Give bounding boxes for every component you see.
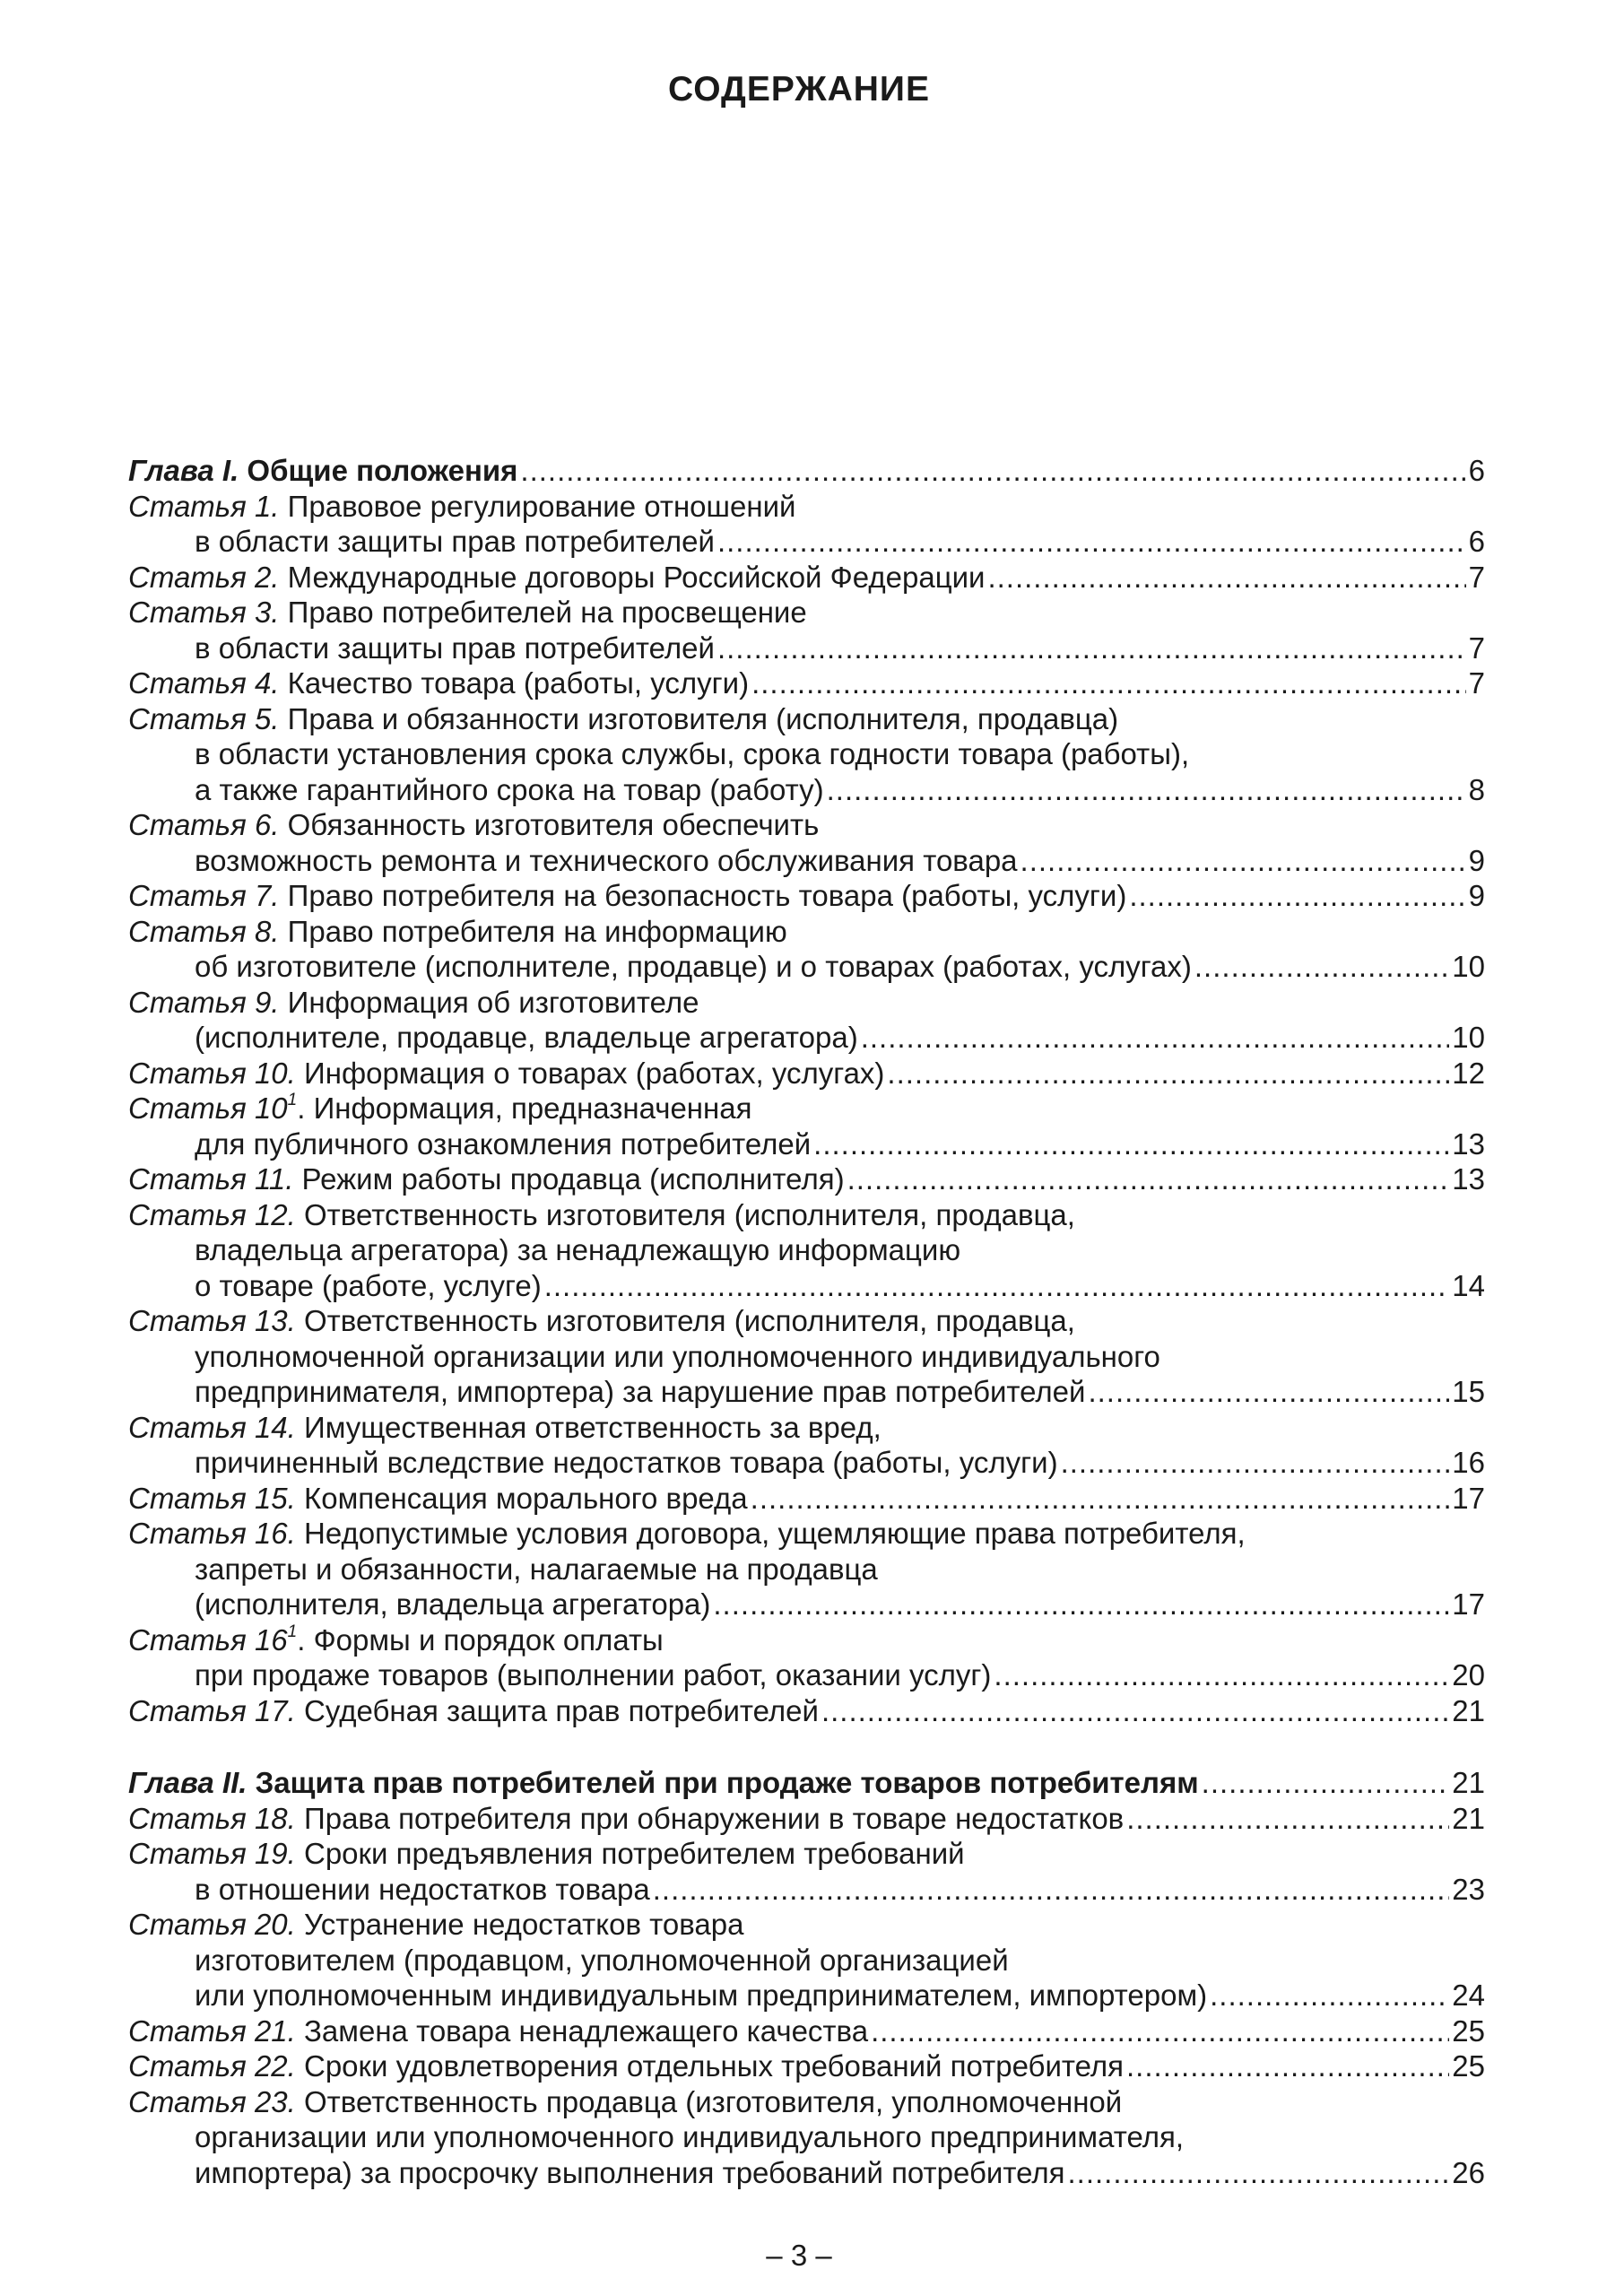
dot-leader	[713, 1587, 1449, 1622]
toc-entry-title: Сроки удовлетворения отдельных требований потребителя	[304, 2049, 1125, 2083]
toc-entry-title: причиненный вследствие недостатков товара (работы, услуги)	[195, 1446, 1058, 1479]
dot-leader	[1202, 1765, 1450, 1801]
toc-entry-title: в области установления срока службы, срока годности товара (работы),	[195, 737, 1190, 770]
toc-page-number: 17	[1452, 1587, 1485, 1621]
dot-leader	[1210, 1978, 1449, 2013]
toc-entry-title: возможность ремонта и технического обслуживания товара	[195, 843, 1018, 877]
toc-entry-title: Судебная защита прав потребителей	[304, 1693, 819, 1727]
dot-leader	[1020, 843, 1466, 879]
toc-article-row	[128, 1836, 1485, 1872]
dot-leader	[1129, 878, 1465, 914]
page-title: СОДЕРЖАНИЕ	[668, 70, 930, 109]
toc-entry-label: Статья 12.	[128, 1197, 296, 1231]
toc-page-number: 8	[1468, 772, 1485, 806]
dot-leader	[1126, 1801, 1449, 1837]
toc-entry-label: Статья 17.	[128, 1693, 296, 1727]
toc-entry-title: в области защиты прав потребителей	[195, 631, 715, 665]
toc-page-number: 15	[1452, 1375, 1485, 1408]
toc-entry-title: Компенсация морального вреда	[304, 1481, 748, 1515]
toc-entry-label: Статья 3.	[128, 596, 280, 629]
toc-entry-title: для публичного ознакомления потребителей	[195, 1126, 812, 1161]
toc-entry-title: Права потребителя при обнаружении в товаре недостатков	[304, 1801, 1125, 1835]
toc-article-row	[128, 665, 1485, 701]
toc-entry-superscript: 1	[287, 1091, 298, 1109]
toc-entry-text	[128, 985, 699, 1021]
dot-leader	[544, 1268, 1450, 1304]
toc-entry-title: или уполномоченным индивидуальным предпринимателем, импортером)	[195, 1979, 1208, 2012]
toc-entry-title: уполномоченной организации или уполномоченного индивидуального	[195, 1339, 1160, 1373]
toc-entry-title: Информация об изготовителе	[287, 985, 699, 1019]
toc-entry-title: изготовителем (продавцом, уполномоченной организацией	[195, 1943, 1009, 1977]
toc-entry-text	[128, 1481, 748, 1517]
toc-entry-text	[128, 949, 1192, 985]
toc-article-row	[128, 560, 1485, 596]
toc-page-number: 7	[1468, 666, 1485, 700]
toc-entry-text	[128, 1303, 1075, 1339]
toc-entry-text	[128, 1126, 811, 1162]
toc-continuation-row	[128, 1978, 1485, 2013]
toc-entry-title: в области защиты прав потребителей	[195, 525, 715, 558]
toc-continuation-row	[128, 1943, 1485, 1979]
toc-entry-text	[128, 489, 795, 525]
toc-continuation-row	[128, 631, 1485, 666]
dot-leader	[987, 560, 1465, 596]
toc-entry-title: запреты и обязанности, налагаемые на продавца	[195, 1552, 878, 1586]
toc-entry-title: владельца агрегатора) за ненадлежащую информацию	[195, 1233, 961, 1266]
toc-continuation-row	[128, 1374, 1485, 1410]
toc-page-number: 24	[1452, 1979, 1485, 2012]
section-gap	[128, 1728, 1485, 1765]
dot-leader	[1194, 949, 1449, 985]
toc-article-row	[128, 807, 1485, 843]
toc-entry-title: Имущественная ответственность за вред,	[304, 1410, 882, 1444]
toc-entry-label: Статья 6.	[128, 808, 280, 841]
toc-continuation-row	[128, 1268, 1485, 1304]
toc-entry-title: Замена товара ненадлежащего качества	[304, 2013, 869, 2048]
toc-page-number: 21	[1452, 1693, 1485, 1727]
toc-entry-title: Формы и порядок оплаты	[313, 1622, 664, 1657]
dot-leader	[861, 1020, 1450, 1056]
page-number: – 3 –	[766, 2239, 832, 2272]
toc-entry-label: Статья 19.	[128, 1837, 296, 1870]
toc-entry-title: Право потребителей на просвещение	[287, 596, 807, 629]
toc-entry-label: Статья 7.	[128, 879, 280, 912]
toc-entry-text	[128, 1978, 1207, 2013]
dot-leader	[827, 772, 1466, 808]
toc-entry-title: Ответственность изготовителя (исполнителя, продавца,	[304, 1197, 1075, 1231]
toc-entry-title: Право потребителя на информацию	[287, 914, 787, 948]
toc-article-row	[128, 1091, 1485, 1126]
toc-page-number: 7	[1468, 560, 1485, 594]
toc-entry-title: об изготовителе (исполнителе, продавце) и о товарах (работах, услугах)	[195, 950, 1192, 983]
toc-article-row	[128, 1622, 1485, 1658]
toc-entry-text	[128, 1765, 1199, 1801]
toc-entry-title: предпринимателя, импортера) за нарушение прав потребителей	[195, 1375, 1086, 1408]
toc-continuation-row	[128, 1657, 1485, 1693]
toc-article-row	[128, 1197, 1485, 1233]
toc-entry-text	[128, 1943, 1009, 1979]
toc-entry-text	[128, 1268, 542, 1304]
toc-entry-title: Защита прав потребителей при продаже товаров потребителям	[255, 1766, 1199, 1799]
toc-page-number: 9	[1468, 879, 1485, 912]
toc-page-number: 13	[1452, 1126, 1485, 1161]
toc-page-number: 6	[1468, 525, 1485, 558]
toc-continuation-row	[128, 843, 1485, 879]
dot-leader	[1126, 2048, 1449, 2084]
toc-continuation-row	[128, 1587, 1485, 1622]
toc-entry-text	[128, 807, 819, 843]
toc-entry-label: Глава II.	[128, 1766, 248, 1799]
dot-leader	[1061, 1445, 1450, 1481]
toc-entry-title: Общие положения	[247, 454, 518, 487]
dot-leader	[847, 1161, 1450, 1197]
toc-entry-text	[128, 560, 985, 596]
toc-article-row	[128, 985, 1485, 1021]
toc-entry-title: Ответственность продавца (изготовителя, уполномоченной	[304, 2084, 1123, 2118]
toc-page-number: 16	[1452, 1446, 1485, 1479]
table-of-contents	[128, 453, 1485, 2190]
toc-page-number: 7	[1468, 631, 1485, 665]
toc-page-number: 17	[1452, 1481, 1485, 1515]
toc-entry-text	[128, 701, 1118, 737]
toc-entry-text	[128, 595, 807, 631]
toc-entry-text	[128, 524, 715, 560]
toc-continuation-row	[128, 2155, 1485, 2191]
toc-entry-text	[128, 1872, 650, 1908]
toc-entry-title: Режим работы продавца (исполнителя)	[301, 1162, 845, 1196]
toc-entry-title: Права и обязанности изготовителя (исполнителя, продавца)	[287, 701, 1119, 735]
toc-entry-label: Статья 16	[128, 1622, 288, 1657]
toc-entry-title: Недопустимые условия договора, ущемляющие права потребителя,	[304, 1517, 1246, 1550]
toc-article-row	[128, 1161, 1485, 1197]
toc-continuation-row	[128, 1232, 1485, 1268]
toc-continuation-row	[128, 1552, 1485, 1587]
toc-entry-superscript: 1	[287, 1622, 298, 1641]
toc-entry-text	[128, 1907, 743, 1943]
toc-entry-text	[128, 453, 517, 489]
toc-entry-title: Информация о товарах (работах, услугах)	[304, 1056, 885, 1090]
toc-continuation-row	[128, 1020, 1485, 1056]
toc-entry-label: Статья 20.	[128, 1908, 296, 1941]
toc-page-number: 6	[1468, 454, 1485, 487]
toc-entry-title: при продаже товаров (выполнении работ, оказании услуг)	[195, 1658, 992, 1692]
toc-entry-label: Статья 8.	[128, 914, 280, 948]
toc-entry-text	[128, 1339, 1160, 1375]
toc-entry-title: Ответственность изготовителя (исполнителя, продавца,	[304, 1304, 1075, 1337]
toc-entry-title: импортера) за просрочку выполнения требований потребителя	[195, 2155, 1065, 2189]
toc-entry-label: Статья 13.	[128, 1304, 296, 1337]
toc-entry-title: организации или уполномоченного индивидуального предпринимателя,	[195, 2120, 1185, 2153]
toc-entry-text	[128, 1197, 1075, 1233]
toc-entry-label: Статья 18.	[128, 1801, 296, 1835]
toc-entry-text	[128, 1445, 1058, 1481]
toc-entry-label: Статья 9.	[128, 985, 280, 1019]
toc-article-row	[128, 1907, 1485, 1943]
toc-entry-title: Устранение недостатков товара	[304, 1908, 744, 1941]
toc-page-number: 23	[1452, 1872, 1485, 1906]
toc-page-number: 20	[1452, 1658, 1485, 1692]
toc-page-number: 9	[1468, 843, 1485, 877]
toc-entry-text	[128, 736, 1189, 772]
toc-entry-label: Статья 16.	[128, 1517, 296, 1550]
toc-page-number: 21	[1452, 1801, 1485, 1835]
toc-entry-label: Статья 1.	[128, 489, 280, 523]
toc-entry-title: Право потребителя на безопасность товара (работы, услуги)	[287, 879, 1127, 912]
toc-entry-text	[128, 2048, 1124, 2084]
toc-page-number: 25	[1452, 2049, 1485, 2083]
toc-entry-text	[128, 1801, 1124, 1837]
toc-page-number: 25	[1452, 2013, 1485, 2048]
toc-page-number: 26	[1452, 2155, 1485, 2189]
toc-continuation-row	[128, 524, 1485, 560]
toc-entry-label: Статья 14.	[128, 1410, 296, 1444]
toc-entry-title: (исполнителя, владельца агрегатора)	[195, 1587, 711, 1621]
toc-entry-text	[128, 1693, 819, 1729]
toc-entry-title: Правовое регулирование отношений	[287, 489, 796, 523]
toc-entry-text	[128, 1836, 965, 1872]
toc-entry-text	[128, 2013, 868, 2049]
toc-entry-label: Глава I.	[128, 454, 239, 487]
toc-entry-text	[128, 1374, 1085, 1410]
toc-page-number: 10	[1452, 950, 1485, 983]
toc-entry-text	[128, 878, 1126, 914]
toc-entry-text	[128, 1161, 845, 1197]
toc-continuation-row	[128, 949, 1485, 985]
toc-article-row	[128, 489, 1485, 525]
toc-page-number: 14	[1452, 1268, 1485, 1302]
toc-entry-text	[128, 1056, 884, 1091]
toc-continuation-row	[128, 1126, 1485, 1162]
dot-leader	[751, 665, 1466, 701]
toc-entry-label: Статья 15.	[128, 1481, 296, 1515]
toc-entry-label: Статья 10.	[128, 1056, 296, 1090]
toc-entry-text	[128, 1657, 991, 1693]
toc-entry-label: Статья 11.	[128, 1162, 294, 1196]
toc-chapter-row	[128, 453, 1485, 489]
toc-entry-text	[128, 914, 787, 950]
toc-article-row	[128, 1801, 1485, 1837]
toc-continuation-row	[128, 772, 1485, 808]
toc-page-number: 13	[1452, 1162, 1485, 1196]
dot-leader	[887, 1056, 1449, 1091]
toc-article-row	[128, 1693, 1485, 1729]
toc-article-row	[128, 914, 1485, 950]
toc-entry-title: Обязанность изготовителя обеспечить	[287, 808, 820, 841]
toc-continuation-row	[128, 2119, 1485, 2155]
toc-continuation-row	[128, 1445, 1485, 1481]
toc-chapter-row	[128, 1765, 1485, 1801]
toc-article-row	[128, 1303, 1485, 1339]
toc-entry-label: Статья 23.	[128, 2084, 296, 2118]
toc-entry-text	[128, 665, 749, 701]
dot-leader	[751, 1481, 1450, 1517]
toc-continuation-row	[128, 1339, 1485, 1375]
toc-article-row	[128, 595, 1485, 631]
dot-leader	[520, 453, 1465, 489]
toc-entry-text	[128, 1552, 878, 1587]
toc-entry-text	[128, 1232, 960, 1268]
toc-article-row	[128, 1410, 1485, 1446]
dot-leader	[653, 1872, 1450, 1908]
toc-entry-title: Информация, предназначенная	[313, 1091, 752, 1125]
toc-entry-text: Статья $10^1$. Информация, предназначенная	[128, 1091, 752, 1125]
toc-entry-label: Статья 21.	[128, 2013, 296, 2048]
dot-leader	[1088, 1374, 1449, 1410]
toc-entry-text	[128, 1020, 858, 1056]
toc-page-number: 12	[1452, 1056, 1485, 1090]
toc-entry-label: Статья 5.	[128, 701, 280, 735]
toc-entry-text	[128, 1410, 882, 1446]
toc-entry-text	[128, 2084, 1122, 2120]
toc-entry-text: Статья $16^1$. Формы и порядок оплаты	[128, 1622, 664, 1657]
toc-entry-text	[128, 772, 824, 808]
toc-article-row	[128, 2013, 1485, 2049]
toc-article-row	[128, 1481, 1485, 1517]
toc-continuation-row	[128, 736, 1485, 772]
dot-leader	[813, 1126, 1449, 1162]
dot-leader	[1067, 2155, 1449, 2191]
toc-article-row	[128, 1056, 1485, 1091]
toc-entry-title: Сроки предъявления потребителем требований	[304, 1837, 965, 1870]
toc-entry-text	[128, 2119, 1184, 2155]
toc-entry-title: а также гарантийного срока на товар (работу)	[195, 772, 824, 806]
toc-entry-text	[128, 1516, 1246, 1552]
dot-leader	[994, 1657, 1449, 1693]
toc-page-number: 21	[1452, 1766, 1485, 1799]
toc-entry-title: Качество товара (работы, услуги)	[287, 666, 750, 700]
toc-article-row	[128, 701, 1485, 737]
toc-entry-label: Статья 22.	[128, 2049, 296, 2083]
toc-entry-label: Статья 10	[128, 1091, 288, 1125]
toc-entry-text	[128, 843, 1018, 879]
toc-entry-title: (исполнителе, продавце, владельце агрегатора)	[195, 1021, 858, 1054]
dot-leader	[821, 1693, 1449, 1729]
dot-leader	[717, 524, 1466, 560]
toc-entry-text	[128, 631, 715, 666]
toc-entry-text	[128, 2155, 1064, 2191]
toc-article-row	[128, 878, 1485, 914]
toc-entry-title: Международные договоры Российской Федерации	[287, 560, 986, 594]
dot-leader	[717, 631, 1466, 666]
toc-continuation-row	[128, 1872, 1485, 1908]
toc-entry-text	[128, 1587, 710, 1622]
toc-page-number: 10	[1452, 1021, 1485, 1054]
toc-article-row	[128, 1516, 1485, 1552]
toc-entry-title: в отношении недостатков товара	[195, 1872, 650, 1906]
toc-article-row	[128, 2048, 1485, 2084]
toc-entry-label: Статья 4.	[128, 666, 280, 700]
dot-leader	[871, 2013, 1449, 2049]
toc-article-row	[128, 2084, 1485, 2120]
toc-entry-title: о товаре (работе, услуге)	[195, 1268, 542, 1302]
toc-entry-label: Статья 2.	[128, 560, 280, 594]
